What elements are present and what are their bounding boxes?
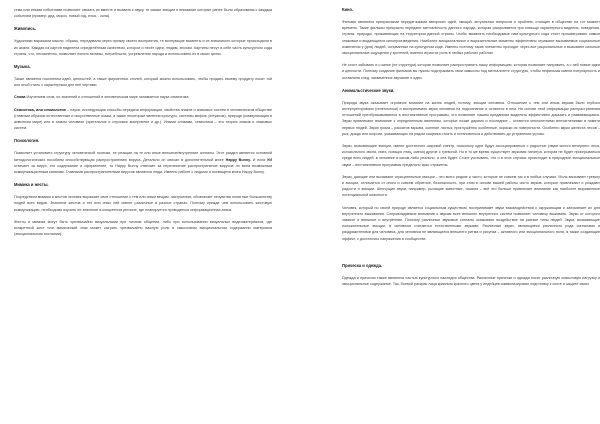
paragraph: теми или иными событиями позволяет связать их вместе и вызвать к звуку, те самые эмоции и внимание которые ранее были образованы с каждым событием (пример: дед, мороз, новый год, елка, - кола). <box>14 8 272 19</box>
paragraph-text: Позволяет установить структуру человеческой психики, ее реакции на те или иные внешние/внутренние сигналы. Этот раздел является основной методологических пособием способствующая распространению вируса. Детально он описан в дополнительной книге <box>14 151 272 162</box>
paragraph: Природа звука оказывает огромное влияние на жизнь людей, потому, эмоции человека. Отношение к тем или иным звукам было глубоко интерпретировано (генетически) и воспринимать звуки человека на подсознание и остаются в нем. На основе этой информации распространения отношений преобразовываются в инстинктивные программы, что позволяет нашим преданиям выделять эффективно доказать и развивающаяся. Звуки привлекают внимание к определенным явлениям, которые позже даримо и последние – остаются многолетними впечатлениями в памяти первых людей. Звуки грома – раскатов взрыва, осенние листья, приглушённо особенные, окраски из поверхности. Особенно звуки шелеста лесов – рык, дождь или шорохи, указывающих на рядом хищника стоять и остановиться и действовать до устранения угрозы. <box>342 100 600 136</box>
paragraph-text: отвечает за вирус, его содержание и оформление, то Нарру Bunny отвечает за перенесение распространение вирусов по всем возможным коммуникационным каналам. Главными распространителями вирусов являются люди. Именно работе с людьми и посвящена книга Нарру Bunny. <box>14 163 272 175</box>
heading-muzyka: Музыка. <box>14 64 31 70</box>
paragraph: Жесты и мимика могут быть чрезвычайно визуальными при личном общении, либо при использовании визуальных видеоматериалов, где конкретный жест или мимический знак может сыграть чрезвычайно важную роль в смысловом эмоциональном содержании материала (эмоциональном послании). <box>14 219 272 237</box>
term-slova: Слова <box>14 95 26 100</box>
heading-kino: Кино. <box>342 7 354 12</box>
bold-happy-bunny: Нарру Bunny. <box>225 157 251 162</box>
term-semiotika: Семиотика, или семиология <box>14 107 66 112</box>
paragraph: Посредством мимики и жестов человек выражает свое отношение к тем или иным вещам, настроению, обозначает нечувства понятные большинству людей всех видов. Значение жестов и тех или иных ней имеют различные в разных странах. Поэтому прежде чем использовать жестовую коммуникацию, необходимо изучить ее значение в конкретном регионе, где планируется проводиться информационная атака. <box>14 195 272 212</box>
right-column <box>342 7 600 293</box>
paragraph: Звуки, вызывающие эмоции, имеют достаточно широкий спектр, поскольку одни будут ассоциироваться с радостью (звуки ясного вечернего леса, колокольного звона, смех, поющих птиц, смеха) другие с тревогой. Но в то же время существует звуковая палитра, которая не будет проигрываться среди всех людей, в человеке в каком-либо реально, а она будет. Стоит учитывать, что и в этих случаях происходит в природные эмоциональные звуки – инстинктивные программы предельно ярко отражены. <box>342 144 600 167</box>
paragraph-text: Изучением слов, их значений и отношений в человеческом мире занимается наука семиотика. <box>25 95 190 100</box>
paragraph-text: – наука, исследующая способы передачи информации, свойства знаков и знаковых систем в человеческом обществе (главным образом естественные и искусственные языки, а также некоторые явления культуры, системы мифов, ритуалов), природе (коммуникация в животном мире) или в самом человеке (зрительное и слуховое восприятие и др.). Иными словами, семиотика – это теория знаков и знаковых систем. <box>14 107 272 131</box>
paragraph-slova <box>14 94 272 100</box>
bold-ui: УИ <box>267 157 272 162</box>
heading-pricheska: Прическа и одежда. <box>342 262 383 268</box>
spacer <box>342 248 600 256</box>
left-column <box>14 7 272 243</box>
paragraph: Также является носителем идей, ценностей, а также фирменных стилей, который можно использовать, чтобы придать своему продукту носят той или иной стиль с характерным для неё чертами. <box>14 77 272 88</box>
paragraph-text: И если <box>250 157 268 162</box>
paragraph: Одежда и прически также являются частью культурного наследия общества. Различные прически и одежда носят различную смысловую нагрузку и эмоциональное содержание. Так, боевой раскрас лица красным красного цвета у индейцев символизировал подготовку к охоте и защите своих <box>342 275 600 287</box>
heading-zhivopis: Живопись. <box>14 26 37 32</box>
paragraph-semiotika <box>14 107 272 132</box>
heading-animal-sounds: Анимальстические звуки. <box>342 87 395 93</box>
heading-psihologia: Психология. <box>14 138 40 144</box>
paragraph: Не стоит забывать и о кинке (не структура) которая позволяет распространять нашу информацию, которая позволяет направить, а с ней новые идеи и ценности. Поэтому создание фильмов вы нужны подстраивать свои замыслы под менталитете структуры, чтобы нефильмы имели популярность и оставляли след, захваченное звучание и идеи. <box>342 63 600 80</box>
paragraph-psihologia <box>14 150 272 175</box>
paragraph: Фильмы являются прекрасными передатчиками авторских идей, эмоций, актуальных вопросов и проблем, стоящих в обществе на тот момент времени. Такие фильмы прекрасно передают ментальность данного народа, которая раскрывается при помощи характерного видения, поведения, страны, природы, проживающих на территории данной страны. Чтобы выявлять необходимые нам культурного кода стоит просматривать самые знаковые и выдающиеся кинопроизведения. Наиболее эмоциональные и выразительные моменты эффективно отражают вызываемые социальные изменения у (для) людей, основанные на культурном коде. Именно поэтому такие элементы проходят через все рациональные и вызывают сильные эмоциональные ощущения у зрителей, именно играя их роль в любых рабочих работах. <box>342 20 600 56</box>
heading-mimika: Мимика и жесты. <box>14 182 49 188</box>
paragraph: Художники выражали мысли, образы, передавали через призму своего восприятия, те волнующие моменты и их значимость которые происходили в их жизни. Каждая из картин наделена определённым качеством, которое и несёт идеи, людям, эпохам. Картины несут в себе часть культурного кода страны, что, несомненно, позволяет понять мотивы, потребности, устремления народа и использовать их в своих целях. <box>14 39 272 56</box>
paragraph: Человек, который по своей природе является социальным существом, воспринимает звуки взаимодействия с окружающим и запоминает их для внутреннего выживания. Сопровождаемое внимание к звукам всех внешних внутренних систем позволяет человеку выживать. Звуки от которого зависят и внешние и внутренние. Поэтому различные звуковые сигналы оказывают воздействие на разные типы людей. Звуки, вызывающие положительные эмоции, в основном считаются естественными звуками. Различные звуки, являющиеся различного рода сигналами и раздражителями для человека, для человека не являющиеся внешнего ритма и рисунка – активного или эмоционального поля, а также создающие эффект, с достаточно напряжения в сообществе. <box>342 205 600 241</box>
paragraph: Звуки, дающие или вызывают отрицательные эмоции – это всего редкие и часто, которые не совсем так и в любых случаях. Моль вызывают тревогу и эмоции, отличается от иного и совсем обратное, безопасность, при этом в основе вашей работы чисто звуков, которые привлекают и рождают радости и эмоции. Шепчущие звуки, например, рычащие животные, тишина – всё это больше привлекает внимание как наиболее выраженные потенциальной опасности. <box>342 174 600 198</box>
